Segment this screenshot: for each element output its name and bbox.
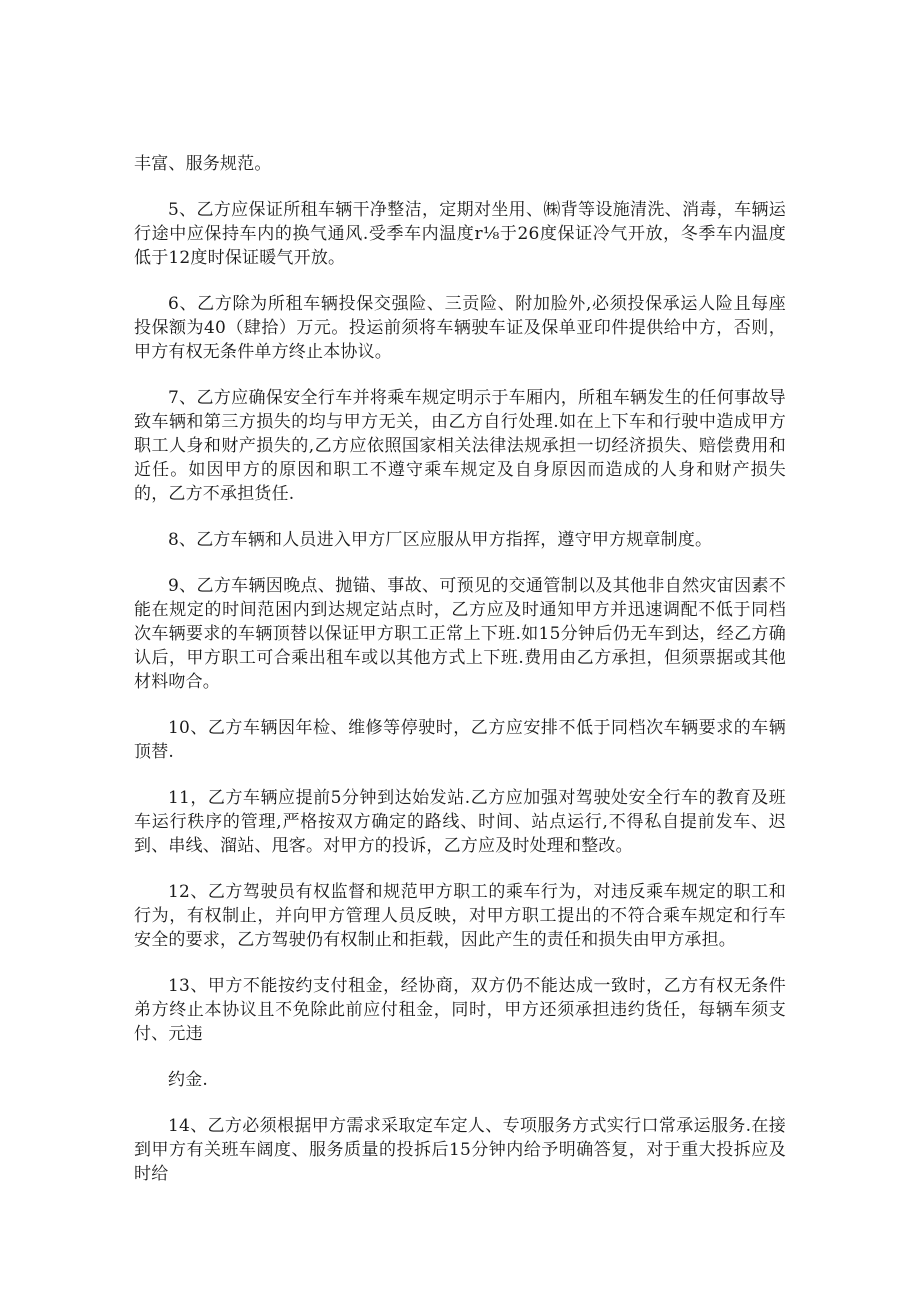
clause-6: 6、乙方除为所租车辆投保交强险、三贡险、附加脸外,必须投保承运人险且每座投保额为40（肆拾）万元。投运前须将车辆驶车证及保单亚印件提供给中方，否则，甲方有权无条件单方终止本协议。 [134, 294, 786, 362]
clause-8: 8、乙方车辆和人员进入甲方厂区应服从甲方指挥，遵守甲方规章制度。 [168, 530, 713, 550]
clause-11: 11，乙方车辆应提前5分钟到达始发站.乙方应加强对驾驶处安全行车的教育及班车运行秩序的管理,严格按双方确定的路线、时间、站点运行,不得私自提前发车、迟到、串线、溜站、甩客。对甲方的投诉，乙方应及时处理和整改。 [134, 788, 786, 856]
paragraph-continuation: 丰富、服务规范。 [134, 154, 272, 174]
clause-5: 5、乙方应保证所租车辆干净整洁，定期对坐用、㈱背等设施清洗、消毒，车辆运行途中应保持车内的换气通风.受季车内温度r⅛于26度保证冷气开放，冬季车内温度低于12度时保证暖气开放。 [134, 200, 786, 268]
clause-10: 10、乙方车辆因年检、维修等停驶时，乙方应安排不低于同档次车辆要求的车辆顶替. [134, 718, 786, 762]
clause-12: 12、乙方驾驶员有权监督和规范甲方职工的乘车行为，对违反乘车规定的职工和行为，有权制止，并向甲方管理人员反映，对甲方职工提出的不符合乘车规定和行车安全的要求，乙方驾驶仍有权制止和拒载，因此产生的责任和损失由甲方承担。 [134, 882, 786, 950]
clause-7: 7、乙方应确保安全行车并将乘车规定明示于车厢内，所租车辆发生的任何事故导致车辆和第三方损失的均与甲方无关，由乙方自行处理.如在上下车和行驶中造成甲方职工人身和财产损失的,乙方应依照国家相关法律法规承担一切经济损失、赔偿费用和近任。如因甲方的原因和职工不遵守乘车规定及自身原因而造成的人身和财产损失的，乙方不承担货任. [134, 388, 786, 504]
clause-13: 13、甲方不能按约支付租金，经协商，双方仍不能达成一致时，乙方有权无条件弟方终止本协议且不免除此前应付租金，同时，甲方还须承担违约货任，每辆车须支付、元违 [134, 976, 786, 1044]
document-page [134, 152, 786, 1208]
clause-13-continuation: 约金. [168, 1070, 209, 1090]
clause-14: 14、乙方必须根据甲方需求采取定车定人、专项服务方式实行口常承运服务.在接到甲方有关班车阔度、服务质量的投拆后15分钟内给予明确答复，对于重大投拆应及时给 [134, 1116, 786, 1184]
clause-9: 9、乙方车辆因晚点、抛锚、事故、可预见的交通管制以及其他非自然灾宙因素不能在规定的时间范困内到达规定站点时，乙方应及时通知甲方并迅速调配不低于同档次车辆要求的车辆顶替以保证甲方职工正常上下班.如15分钟后仍无车到达，经乙方确认后，甲方职工可合乘出租车或以其他方式上下班.费用由乙方承担，但须票据或其他材料吻合。 [134, 576, 786, 692]
